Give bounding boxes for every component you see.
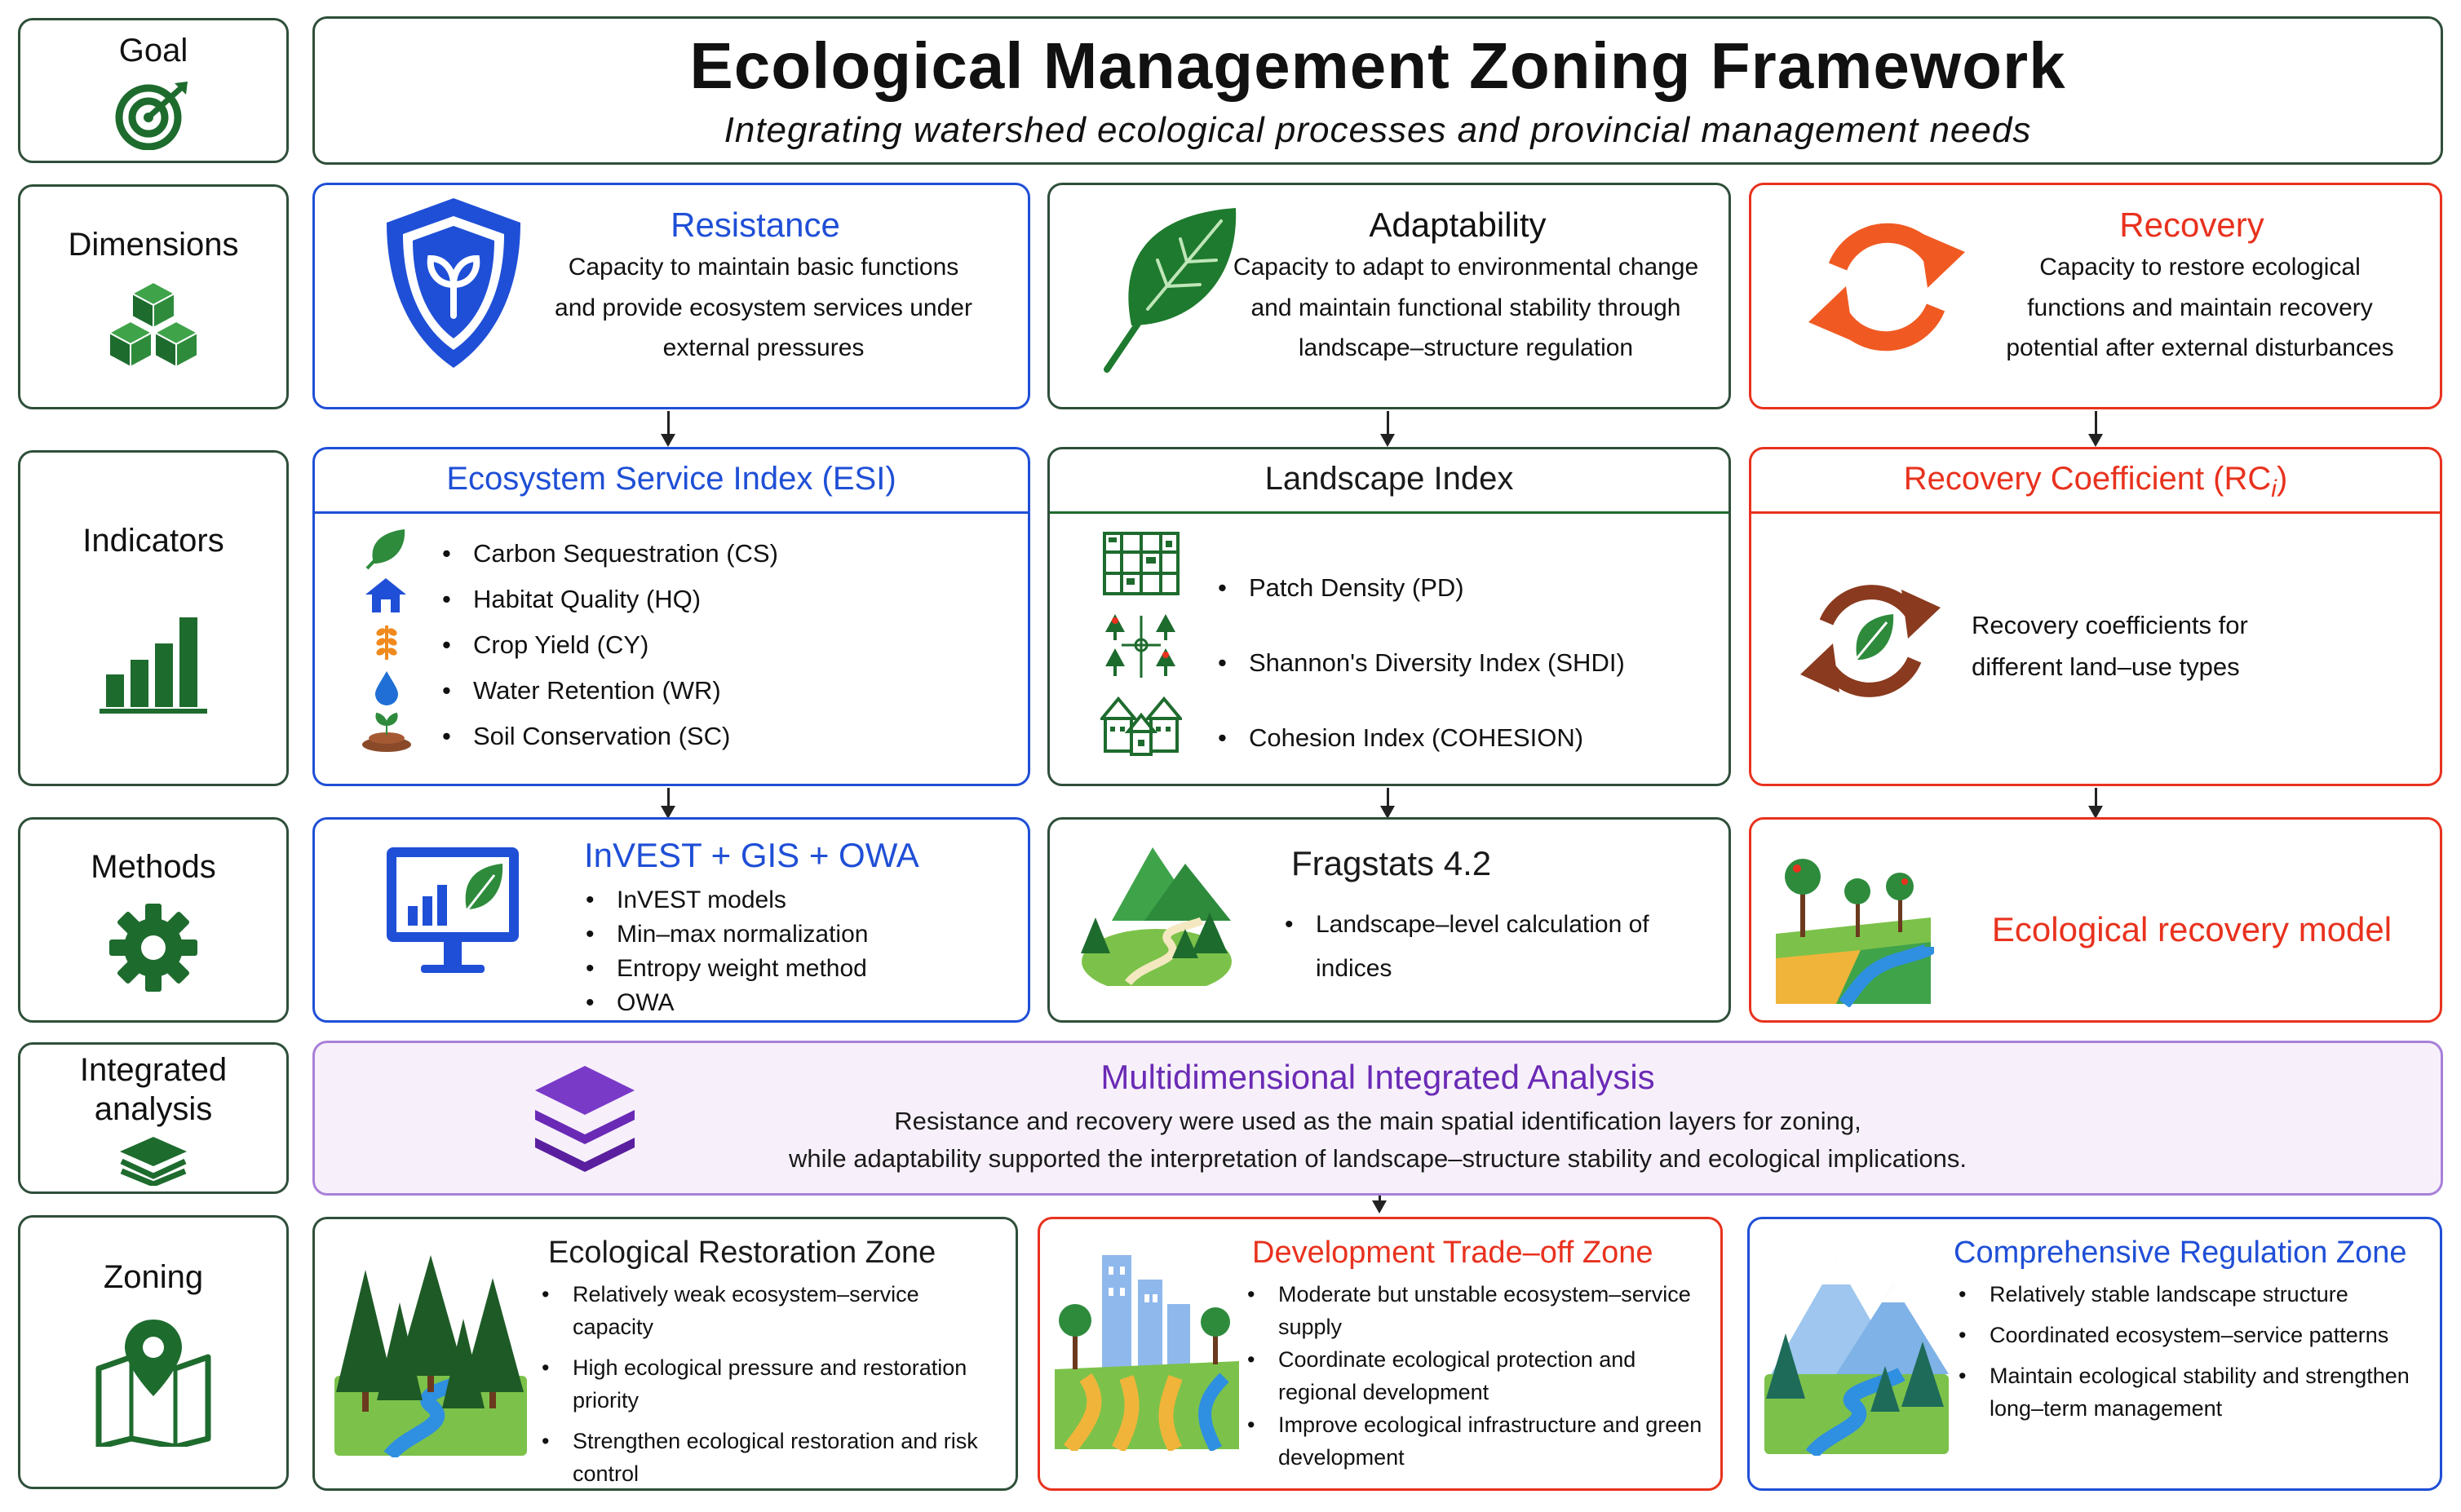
list-item: • Carbon Sequestration (CS) [437,531,778,577]
list-item: • Shannon's Diversity Index (SHDI) [1213,626,1625,701]
list-item: • Crop Yield (CY) [437,622,778,668]
integrated-title: Multidimensional Integrated Analysis [1100,1058,1655,1096]
landscape-title: Landscape Index [1264,461,1514,497]
methods-label: Methods [91,849,216,885]
map-pin-icon [92,1316,215,1447]
house-icon [364,577,408,614]
dimensions-label: Dimensions [68,227,239,263]
regulation-zone-title: Comprehensive Regulation Zone [1954,1236,2407,1270]
refresh-arrows-icon [1805,210,1968,365]
list-item: • High ecological pressure and restoration priority [537,1351,1002,1417]
invest-title: InVEST + GIS + OWA [584,836,919,874]
rc-divider [1751,511,2440,514]
integrated-label-box [18,1042,289,1194]
cohesion-houses-icon [1100,694,1182,759]
rc-title-main: Recovery Coefficient (RC [1903,461,2272,497]
esi-list [437,531,778,759]
resistance-desc: Capacity to maintain basic functions and provide ecosystem services under external pressures [555,254,972,361]
tradeoff-zone-title: Development Trade–off Zone [1252,1236,1653,1270]
indicators-label-box [18,450,289,786]
recovered-land-icon [1771,844,1934,1007]
indicators-label: Indicators [82,523,224,559]
forest-river-icon [333,1253,529,1457]
integrated-line-2: while adaptability supported the interpretation of landscape–structure stability and ecological implications. [788,1144,1967,1173]
arrow-adaptability-landscape [1387,411,1389,444]
mountain-river-icon [1763,1252,1950,1456]
monitor-chart-icon [383,844,522,983]
list-item: • Coordinated ecosystem–service patterns [1954,1319,2427,1351]
recovery-model-box [1749,817,2442,1023]
rc-title [1751,461,2440,503]
diversity-trees-icon [1102,612,1180,681]
dimensions-label-box [18,184,289,409]
list-item: • Relatively weak ecosystem–service capacity [537,1278,1002,1343]
regulation-zone-box [1747,1217,2442,1491]
goal-label-box [18,18,289,163]
integrated-box [312,1041,2443,1196]
fragstats-title: Fragstats 4.2 [1291,844,1492,882]
rc-title-close: ) [2276,461,2288,497]
cubes-icon [104,279,202,369]
list-item: • InVEST models [581,883,868,917]
recovery-model-title: Ecological recovery model [1991,910,2392,948]
invest-list [581,883,868,1020]
zoning-label-box [18,1215,289,1489]
landscape-box [1047,447,1731,786]
zoning-label: Zoning [103,1259,204,1295]
methods-label-box [18,817,289,1023]
list-item: • Cohesion Index (COHESION) [1213,701,1625,776]
adaptability-box [1047,183,1731,409]
list-item: • Patch Density (PD) [1213,550,1625,626]
tradeoff-zone-box [1038,1217,1723,1491]
arrow-rc-model [2095,788,2097,816]
list-item: • Improve ecological infrastructure and green development [1242,1408,1707,1474]
arrow-recovery-rc [2095,411,2097,444]
soil-sprout-icon [361,712,413,753]
bar-chart-icon [96,609,210,715]
recovery-box [1749,183,2442,409]
city-farmland-icon [1053,1247,1241,1451]
regulation-zone-list [1954,1278,2427,1425]
rc-title-subscript: i [2271,475,2277,502]
page-title: Ecological Management Zoning Framework [689,29,2066,102]
shield-icon [380,193,527,373]
arrow-resistance-esi [667,411,670,444]
landscape-divider [1050,511,1728,514]
list-item: • OWA [581,986,868,1020]
gear-icon [108,903,198,993]
esi-title: Ecosystem Service Index (ESI) [446,461,896,497]
recovery-desc: Capacity to restore ecological functions and maintain recovery potential after external disturbances [2006,254,2394,361]
esi-box [312,447,1030,786]
water-drop-icon [372,670,401,707]
rc-desc: Recovery coefficients for different land–use types [1972,611,2248,682]
arrow-integrated-zoning [1379,1196,1381,1210]
page-subtitle: Integrating watershed ecological processes and provincial management needs [724,110,2032,150]
integrated-line-1: Resistance and recovery were used as the main spatial identification layers for zoning, [894,1107,1861,1135]
small-leaf-icon [364,528,408,570]
list-item: • Habitat Quality (HQ) [437,577,778,622]
tradeoff-zone-list [1242,1278,1707,1474]
list-item: • Water Retention (WR) [437,668,778,714]
recovery-title: Recovery [2119,206,2264,244]
integrated-label: Integrated analysis [79,1052,228,1127]
patch-grid-icon [1102,531,1180,596]
list-item: • Maintain ecological stability and strengthen long–term management [1954,1359,2427,1425]
adaptability-desc: Capacity to adapt to environmental change and maintain functional stability through landscape–structure regulation [1233,254,1699,361]
header-box [312,16,2443,165]
list-item: • Min–max normalization [581,917,868,952]
goal-label: Goal [118,33,188,69]
list-item: • Relatively stable landscape structure [1954,1278,2427,1311]
restoration-zone-title: Ecological Restoration Zone [548,1236,936,1270]
adaptability-title: Adaptability [1369,206,1547,244]
fragstats-list [1280,903,1655,991]
esi-divider [315,511,1028,514]
landscape-list [1213,550,1625,776]
resistance-title: Resistance [671,206,840,244]
list-item: • Coordinate ecological protection and regional development [1242,1343,1707,1408]
recovery-cycle-leaf-icon [1797,572,1944,710]
list-item: • Strengthen ecological restoration and risk control [537,1425,1002,1490]
resistance-box [312,183,1030,409]
restoration-zone-list [537,1278,1002,1490]
list-item: • Moderate but unstable ecosystem–service supply [1242,1278,1707,1343]
list-item: • Soil Conservation (SC) [437,714,778,759]
list-item: • Entropy weight method [581,952,868,986]
rc-box [1749,447,2442,786]
arrow-esi-invest [667,788,670,816]
fragstats-box [1047,817,1731,1023]
restoration-zone-box [312,1217,1018,1491]
invest-box [312,817,1030,1023]
layers-icon [118,1135,188,1186]
landscape-forest-icon [1079,839,1234,986]
list-item: • Landscape–level calculation of indices [1280,903,1655,991]
arrow-landscape-fragstats [1387,788,1389,816]
wheat-icon [370,621,403,661]
target-icon [114,80,193,150]
